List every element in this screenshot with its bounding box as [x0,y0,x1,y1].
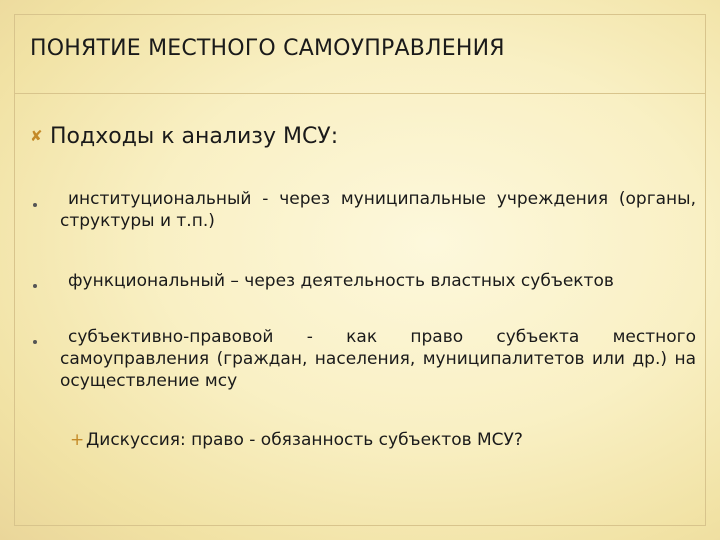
slide-title: ПОНЯТИЕ МЕСТНОГО САМОУПРАВЛЕНИЯ [30,36,505,61]
x-mark-icon: ✘ [30,127,43,145]
plus-icon: + [70,430,85,450]
approach-item-institutional [60,188,696,232]
approach-item-subjective-legal [60,326,696,392]
title-divider [14,93,706,94]
approach-item-text: субъективно-правовой - как право субъекта местного самоуправления (граждан, населения, муниципалитетов или др.) на осуществление мсу [60,327,696,391]
approach-item-functional [60,270,696,292]
bullet-dot-icon [33,340,37,344]
approach-item-text: функциональный – через деятельность властных субъектов [68,271,614,291]
discussion-text: Дискуссия: право - обязанность субъектов МСУ? [86,430,523,450]
bullet-dot-icon [33,203,37,207]
discussion-line [70,430,523,450]
approaches-heading-label: Подходы к анализу МСУ: [50,124,339,149]
bullet-dot-icon [33,284,37,288]
approach-item-text: институциональный - через муниципальные учреждения (органы, структуры и т.п.) [60,189,696,231]
approaches-heading [30,124,338,149]
